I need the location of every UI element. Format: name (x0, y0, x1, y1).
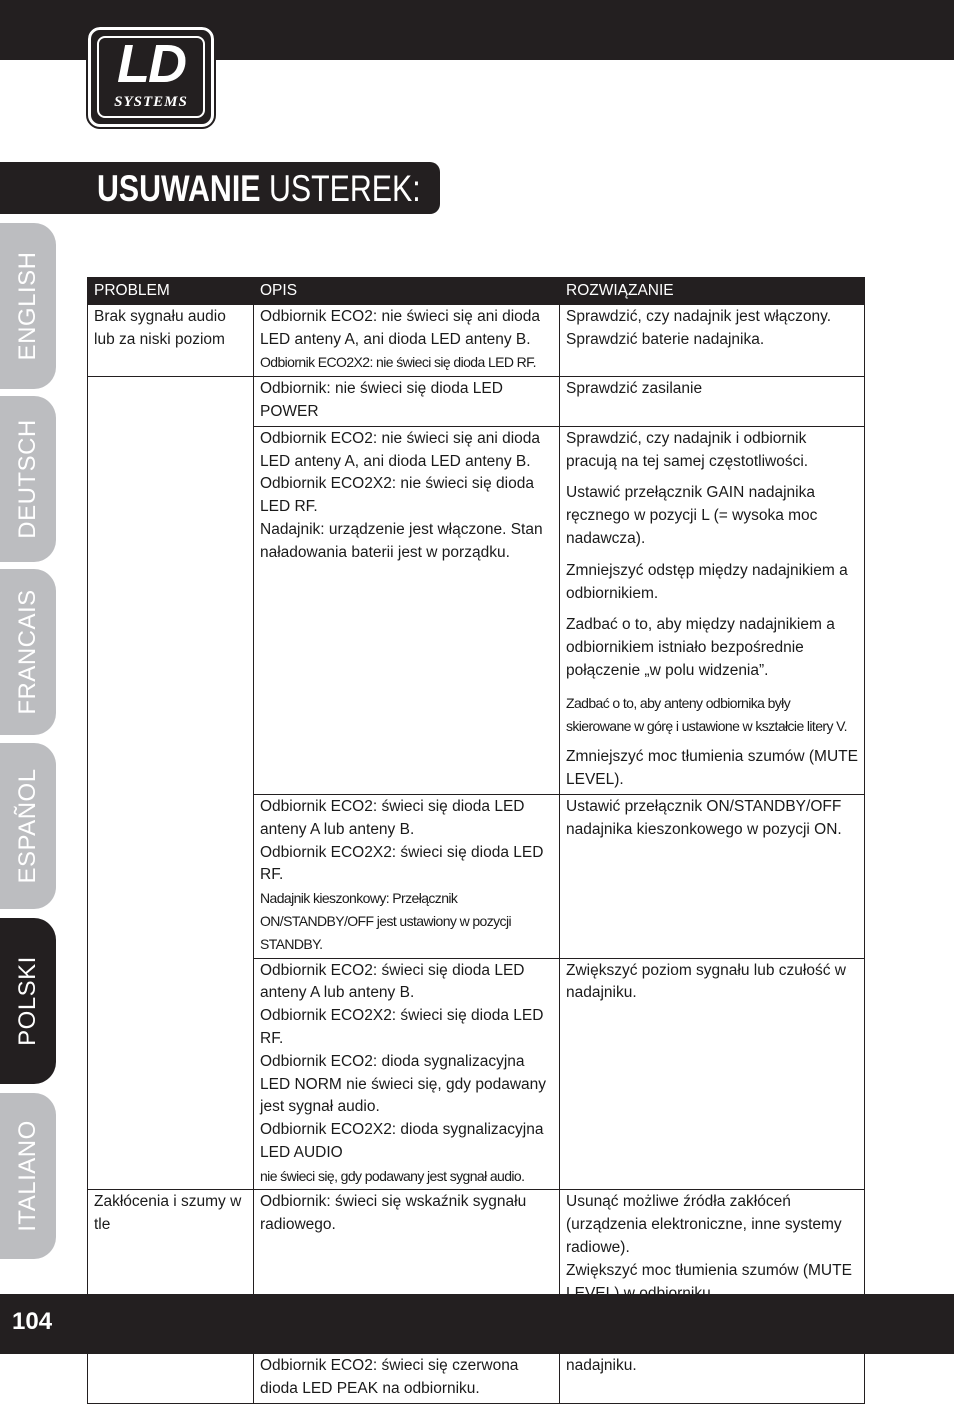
ld-systems-logo (88, 27, 214, 127)
description-cell (254, 958, 560, 1190)
description-cell (254, 794, 560, 958)
problem-cell-empty (88, 377, 254, 1190)
title-light: USTEREK: (260, 168, 421, 209)
tab-label: ITALIANO (14, 1120, 41, 1232)
description-line: nie świeci się, gdy podawany jest sygnał audio. (260, 1167, 525, 1184)
description-cell: Odbiornik: świeci się wskaźnik sygnału radiowego. (254, 1190, 560, 1308)
solution-cell: Zwiększyć poziom sygnału lub czułość w nadajniku. (560, 958, 865, 1190)
tab-espanol[interactable] (0, 743, 56, 909)
tab-polski[interactable] (0, 918, 56, 1084)
header-opis: OPIS (254, 278, 560, 305)
table-header-row (88, 278, 865, 305)
tab-label: FRANCAIS (14, 589, 41, 715)
header-rozwiazanie: ROZWIĄZANIE (560, 278, 865, 305)
table-row (88, 304, 865, 376)
description-line: Odbiornik ECO2: świeci się czerwona dioda LED PEAK na odbiorniku. (260, 1357, 519, 1397)
tab-deutsch[interactable] (0, 396, 56, 562)
solution-paragraph: Zadbać o to, aby między nadajnikiem a odbiornikiem istniało bezpośrednie połączenie „w polu widzenia”. (566, 616, 835, 679)
description-line: Odbiornik ECO2: dioda sygnalizacyjna LED NORM nie świeci się, gdy podawany jest sygnał audio. (260, 1052, 547, 1116)
description-cell (254, 304, 560, 376)
description-cell: Odbiornik: nie świeci się dioda LED POWER (254, 377, 560, 427)
tab-italiano[interactable] (0, 1093, 56, 1259)
solution-paragraph: Sprawdzić, czy nadajnik i odbiornik pracują na tej samej częstotliwości. (566, 429, 809, 470)
problem-cell: Brak sygnału audio lub za niski poziom (88, 304, 254, 376)
table-row (88, 1190, 865, 1308)
solution-cell: Ustawić przełącznik ON/STANDBY/OFF nadajnika kieszonkowego w pozycji ON. (560, 794, 865, 958)
header-problem: PROBLEM (88, 278, 254, 305)
troubleshooting-table (87, 277, 865, 1404)
solution-paragraph: Ustawić przełącznik GAIN nadajnika ręcznego w pozycji L (= wysoka moc nadawcza). (566, 484, 818, 547)
solution-cell (560, 304, 865, 376)
logo-main-text: LD (117, 34, 185, 94)
solution-line: Zwiększyć moc tłumienia szumów (MUTE (566, 1261, 852, 1279)
description-cell (254, 426, 560, 794)
logo-sub-text: SYSTEMS (114, 94, 188, 110)
description-line: Odbiornik ECO2X2: świeci się dioda LED RF. (260, 843, 544, 884)
description-line: Nadajnik: urządzenie jest włączone. Stan naładowania baterii jest w porządku. (260, 520, 543, 561)
description-line: Odbiornik ECO2X2: świeci się dioda LED RF. (260, 1007, 544, 1047)
description-line: Odbiornik ECO2: nie świeci się ani dioda LED anteny A, ani dioda LED anteny B. (260, 429, 540, 470)
description-line: Odbiornik ECO2: świeci się dioda LED anteny A lub anteny B. (260, 961, 525, 1002)
title-bold: USUWANIE (97, 168, 261, 209)
description-line: Nadajnik kieszonkowy: Przełącznik ON/STANDBY/OFF jest ustawiony w pozycji STANDBY. (260, 890, 511, 952)
description-line: Odbiornik ECO2X2: nie świeci się dioda LED RF. (260, 354, 536, 371)
solution-cell (560, 426, 865, 794)
solution-paragraph: Zadbać o to, aby anteny odbiornika były skierowane w górę i ustawione w kształcie litery V. (566, 694, 847, 734)
tab-label: DEUTSCH (14, 419, 41, 539)
solution-cell: Sprawdzić zasilanie (560, 377, 865, 427)
tab-english[interactable] (0, 223, 56, 389)
solution-line: Usunąć możliwe źródła zakłóceń (urządzenia elektroniczne, inne systemy radiowe). (566, 1193, 842, 1257)
tab-label: POLSKI (14, 956, 41, 1046)
description-line: Odbiornik ECO2: nie świeci się ani dioda LED anteny A, ani dioda LED anteny B. (260, 307, 540, 348)
solution-line: Sprawdzić, czy nadajnik jest włączony. (566, 307, 832, 325)
tab-label: ESPAÑOL (14, 768, 41, 884)
bottom-bar (0, 1294, 954, 1354)
problem-cell: Zakłócenia i szumy w tle (88, 1190, 254, 1308)
solution-paragraph: Zmniejszyć odstęp między nadajnikiem a odbiornikiem. (566, 561, 848, 602)
description-line: Odbiornik ECO2X2: dioda sygnalizacyjna LED AUDIO (260, 1121, 544, 1161)
solution-line: nadajniku. (566, 1357, 637, 1375)
page-title (97, 167, 421, 211)
tab-francais[interactable] (0, 569, 56, 735)
solution-paragraph: Zmniejszyć moc tłumienia szumów (MUTE LEVEL). (566, 748, 858, 789)
table-row (88, 377, 865, 427)
description-line: Odbiornik ECO2: świeci się dioda LED anteny A lub anteny B. (260, 797, 525, 838)
solution-line: Sprawdzić baterie nadajnika. (566, 330, 765, 348)
solution-cell (560, 1190, 865, 1308)
tab-label: ENGLISH (14, 251, 41, 361)
description-line: Odbiornik ECO2X2: nie świeci się dioda LED RF. (260, 475, 534, 516)
page-number: 104 (12, 1308, 53, 1335)
